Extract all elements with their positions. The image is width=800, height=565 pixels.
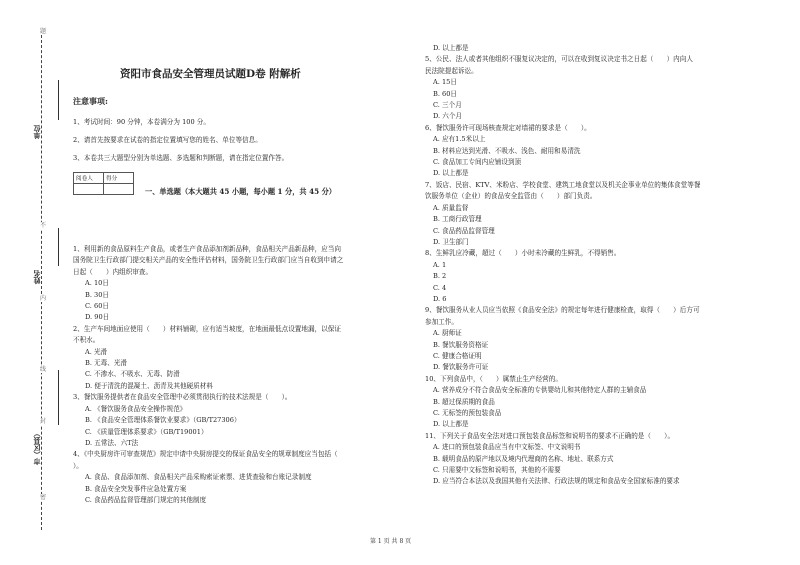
question-option: C. 《质量管理体系要求》（GB/T19001） <box>85 427 208 436</box>
binding-mark: 不 <box>40 222 47 229</box>
binding-mark: 内 <box>40 295 47 302</box>
notice-heading: 注意事项: <box>73 96 108 106</box>
question-option: B. 《食品安全管理体系餐饮业要求》（GB/T27306） <box>85 416 241 425</box>
question-option: D. 以上都是 <box>433 169 469 178</box>
question-stem: 11、下列关于食品安全法对进口预包装食品标签和说明书的要求不正确的是（ ）。 <box>425 431 675 440</box>
question-stem: 10、下列食品中，（ ）属禁止生产经营的。 <box>425 374 562 383</box>
question-option: B. 30日 <box>85 290 110 299</box>
question-stem: 9、餐饮服务从业人员应当依照《食品安全法》的规定每年进行健康检查，取得（ ）后方可 <box>425 306 700 315</box>
question-option: A. 光滑 <box>85 347 108 356</box>
question-option: D. 便于清洗的混凝土、沥青及其他硬质材料 <box>85 381 213 390</box>
binding-underline <box>58 80 59 120</box>
notice-item: 1、考试时间：90 分钟，本卷满分为 100 分。 <box>73 118 210 126</box>
question-option: A. 1 <box>433 260 447 269</box>
question-stem: 8、生鲜乳应冷藏，超过（ ）小时未冷藏的生鲜乳，不得销售。 <box>425 249 621 258</box>
question-option: C. 60日 <box>85 302 109 311</box>
score-table-score-label: 得分 <box>104 173 134 184</box>
question-stem: 5、公民、法人或者其他组织不服复议决定的，可以在收到复议决定书之日起（ ）内向人 <box>425 55 693 64</box>
question-option: D. 6 <box>433 294 447 303</box>
question-stem: 饮服务单位（企业）的食品安全监管由（ ）部门负责。 <box>425 192 597 201</box>
binding-underline <box>58 228 59 266</box>
question-stem: 参加工作。 <box>425 317 458 326</box>
question-option: B. 材料应达到光滑、不吸水、浅色、耐用和易清洗 <box>433 146 581 155</box>
score-table-reviewer-label: 阅卷人 <box>74 173 104 184</box>
question-option: A. 质量监督 <box>433 203 469 212</box>
binding-field-label: 单位 <box>32 125 41 139</box>
question-option: A. 应有1.5米以上 <box>433 135 486 144</box>
section-heading: 一、单选题（本大题共 45 小题，每小题 1 分，共 45 分） <box>145 187 336 196</box>
question-option: B. 超过保质期的食品 <box>433 397 495 406</box>
question-option: D. 以上都是 <box>433 44 469 52</box>
question-stem: 国务院卫生行政部门提交相关产品的安全性评估材料，国务院卫生行政部门应当自收到申请之 <box>73 256 344 265</box>
question-stem: ）。 <box>73 461 83 470</box>
question-stem: 3、餐饮服务提供者在食品安全管理中必须贯彻执行的技术法规是（ ）。 <box>73 393 292 402</box>
question-option: D. 应当符合本法以及我国其他有关法律、行政法规的规定和食品安全国家标准的要求 <box>433 477 680 486</box>
binding-field-label: 姓名 <box>32 270 41 284</box>
question-option: B. 2 <box>433 272 447 281</box>
question-option: C. 三个月 <box>433 101 462 110</box>
binding-field-name <box>22 270 52 284</box>
binding-field-district <box>22 430 52 465</box>
question-option: D. 六个月 <box>433 112 463 121</box>
question-option: C. 不渗水、不吸水、无毒、防滑 <box>85 370 180 379</box>
score-table-reviewer-cell <box>74 184 104 195</box>
binding-mark: 密 <box>40 494 47 501</box>
question-option: D. 90日 <box>85 313 110 322</box>
binding-margin <box>22 0 52 565</box>
score-table-score-cell <box>104 184 134 195</box>
question-stem: 7、饭店、民宿、KTV、米粉店、学校食堂、建筑工地食堂以及机关企事业单位的集体食堂等餐 <box>425 180 701 189</box>
question-option: A. 10日 <box>85 279 109 288</box>
question-option: B. 载明食品的原产地以及境内代理商的名称、地址、联系方式 <box>433 454 614 463</box>
binding-field-label: 市（区县） <box>32 430 41 465</box>
question-option: A. 进口的预包装食品应当有中文标签、中文说明书 <box>433 443 581 452</box>
binding-mark: 封 <box>40 418 47 425</box>
question-option: B. 工商行政管理 <box>433 215 482 224</box>
question-stem: 4、《中央厨房许可审查规范》规定申请中央厨房提交的保证食品安全的规章制度应当包括（ <box>73 450 338 459</box>
question-option: D. 五常法、六T法 <box>85 438 139 447</box>
question-option: A. 食品、食品添加剂、食品相关产品采购索证索票、进货查验和台账记录制度 <box>85 473 312 482</box>
question-option: C. 4 <box>433 283 447 292</box>
question-option: A. 厨师证 <box>433 329 462 338</box>
question-option: C. 只需要中文标签和说明书，其他的不需要 <box>433 466 561 475</box>
binding-underline <box>58 370 59 425</box>
page-title: 资阳市食品安全管理员试题D卷 附解析 <box>120 68 301 80</box>
question-option: B. 餐饮服务资格证 <box>433 340 489 349</box>
question-option: C. 健康合格证明 <box>433 351 482 360</box>
question-list <box>425 43 757 488</box>
binding-mark: 线 <box>40 366 47 373</box>
question-option: B. 60日 <box>433 89 458 98</box>
question-option: B. 无毒、光滑 <box>85 359 128 368</box>
question-stem: 民法院提起诉讼。 <box>425 66 478 75</box>
question-stem: 6、餐饮服务许可现场核查规定对墙裙的要求是（ ）。 <box>425 123 591 132</box>
question-option: C. 食品药品监督管理 <box>433 226 495 235</box>
question-option: C. 食品加工专间内应铺设到顶 <box>433 158 522 167</box>
question-option: D. 餐饮服务许可证 <box>433 363 489 372</box>
question-option: D. 卫生部门 <box>433 237 469 246</box>
question-stem: 2、生产车间地面应使用（ ）材料铺砌，应有适当坡度，在地面最低点设置地漏，以保证 <box>73 324 341 333</box>
question-option: A. 15日 <box>433 78 457 87</box>
score-table <box>73 172 134 195</box>
page-footer: 第 1 页 共 8 页 <box>370 538 412 545</box>
question-stem: 不积水。 <box>73 336 100 345</box>
question-option: A. 《餐饮服务食品安全操作规范》 <box>85 404 187 413</box>
binding-mark: 题 <box>40 28 47 35</box>
notice-item: 3、本卷共三大题型分别为单选题、多选题和判断题，请在指定位置作答。 <box>73 154 289 162</box>
notice-item: 2、请首先按要求在试卷的指定位置填写您的姓名、单位等信息。 <box>73 136 262 144</box>
question-option: C. 无标签的预包装食品 <box>433 409 502 417</box>
question-option: B. 食品安全突发事件应急处置方案 <box>85 484 187 493</box>
question-option: C. 食品药品监督管理部门规定的其他制度 <box>85 495 207 504</box>
question-stem: 日起（ ）内组织审查。 <box>73 267 153 276</box>
question-list <box>73 244 405 506</box>
binding-field-unit <box>22 125 52 139</box>
question-stem: 1、利用新的食品原料生产食品，或者生产食品添加剂新品种，食品相关产品新品种，应当向 <box>73 245 341 253</box>
question-option: A. 营养成分不符合食品安全标准的专供婴幼儿和其他特定人群的主辅食品 <box>433 386 647 395</box>
question-option: D. 以上都是 <box>433 420 469 429</box>
